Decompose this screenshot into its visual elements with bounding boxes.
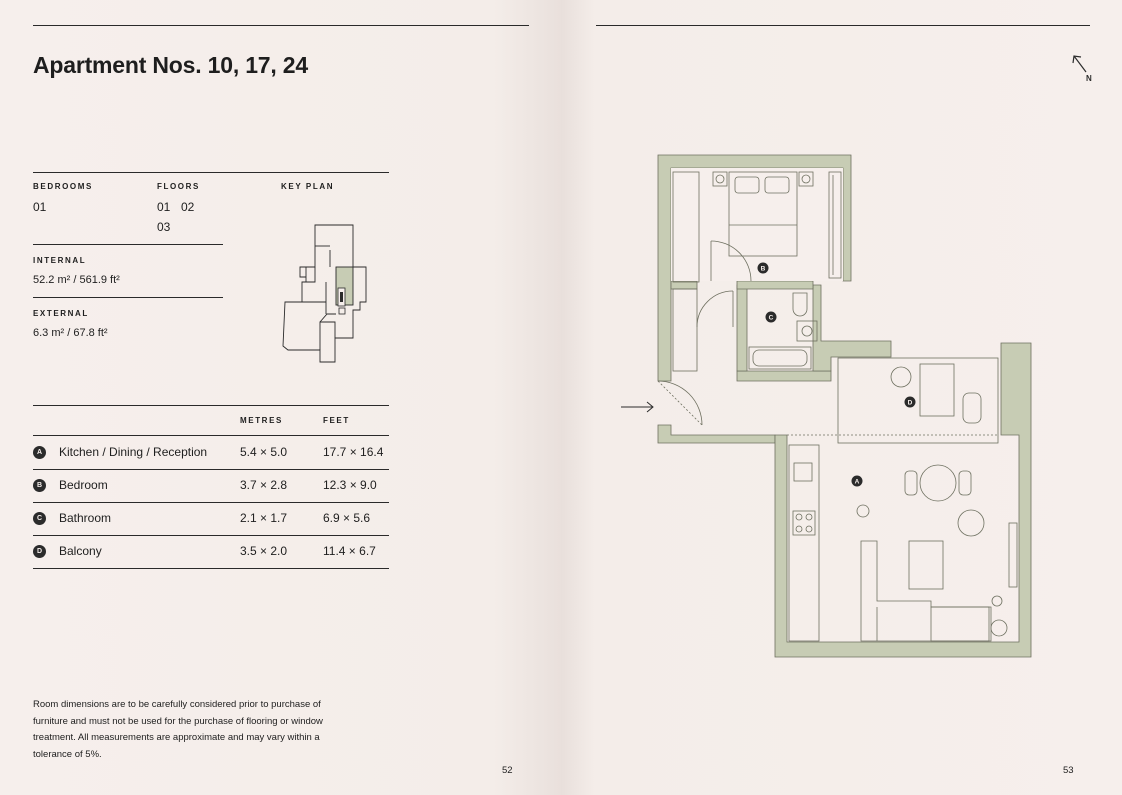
room-badge: B: [33, 479, 46, 492]
room-metres: 3.7 × 2.8: [240, 478, 288, 492]
key-plan-diagram: [280, 222, 376, 366]
room-row-balcony: [33, 535, 389, 568]
floor-value: 01: [157, 200, 171, 214]
spec-top-rule: [33, 172, 389, 173]
page-number-left: 52: [502, 765, 513, 776]
external-label: EXTERNAL: [33, 309, 89, 318]
room-feet: 17.7 × 16.4: [323, 445, 384, 459]
room-name: Bedroom: [59, 478, 108, 492]
floor-value: 02: [181, 200, 195, 214]
floors-label: FLOORS: [157, 182, 200, 191]
svg-text:D: D: [907, 399, 913, 407]
room-badge: A: [33, 446, 46, 459]
internal-value: 52.2 m² / 561.9 ft²: [33, 274, 120, 286]
room-feet: 6.9 × 5.6: [323, 511, 371, 525]
north-arrow-icon: [1066, 50, 1102, 86]
room-metres: 5.4 × 5.0: [240, 445, 288, 459]
disclaimer-note: Room dimensions are to be carefully considered prior to purchase of furniture and must not be used for the purchase of flooring or window treatment. All measurements are approximate and may vary within a tolerance of 5%.: [33, 699, 323, 760]
table-bottom-rule: [33, 568, 389, 569]
svg-text:N: N: [1086, 74, 1092, 83]
floor-plan: [601, 145, 1041, 670]
svg-text:A: A: [854, 478, 860, 486]
room-row-bathroom: [33, 502, 389, 535]
room-name: Kitchen / Dining / Reception: [59, 445, 208, 459]
room-badge: D: [33, 545, 46, 558]
feet-header: FEET: [323, 416, 350, 425]
svg-text:B: B: [760, 265, 766, 273]
room-name: Bathroom: [59, 511, 112, 525]
room-metres: 3.5 × 2.0: [240, 544, 288, 558]
page-number-right: 53: [1063, 765, 1074, 776]
key-plan-label: KEY PLAN: [281, 182, 335, 191]
room-row-kitchen: [33, 436, 389, 469]
page-title: Apartment Nos. 10, 17, 24: [33, 52, 308, 78]
room-feet: 12.3 × 9.0: [323, 478, 377, 492]
spec-rule: [33, 244, 223, 245]
room-badge: C: [33, 512, 46, 525]
top-rule: [33, 25, 529, 26]
room-name: Balcony: [59, 544, 102, 558]
spec-rule: [33, 297, 223, 298]
svg-text:C: C: [768, 314, 774, 322]
external-value: 6.3 m² / 67.8 ft²: [33, 327, 108, 339]
top-rule: [596, 25, 1090, 26]
floor-value: 03: [157, 220, 171, 234]
bedrooms-value: 01: [33, 200, 47, 214]
room-metres: 2.1 × 1.7: [240, 511, 288, 525]
room-row-bedroom: [33, 469, 389, 502]
room-feet: 11.4 × 6.7: [323, 544, 376, 558]
bedrooms-label: BEDROOMS: [33, 182, 93, 191]
internal-label: INTERNAL: [33, 256, 87, 265]
right-page: [561, 0, 1122, 795]
metres-header: METRES: [240, 416, 283, 425]
table-top-rule: [33, 405, 389, 406]
